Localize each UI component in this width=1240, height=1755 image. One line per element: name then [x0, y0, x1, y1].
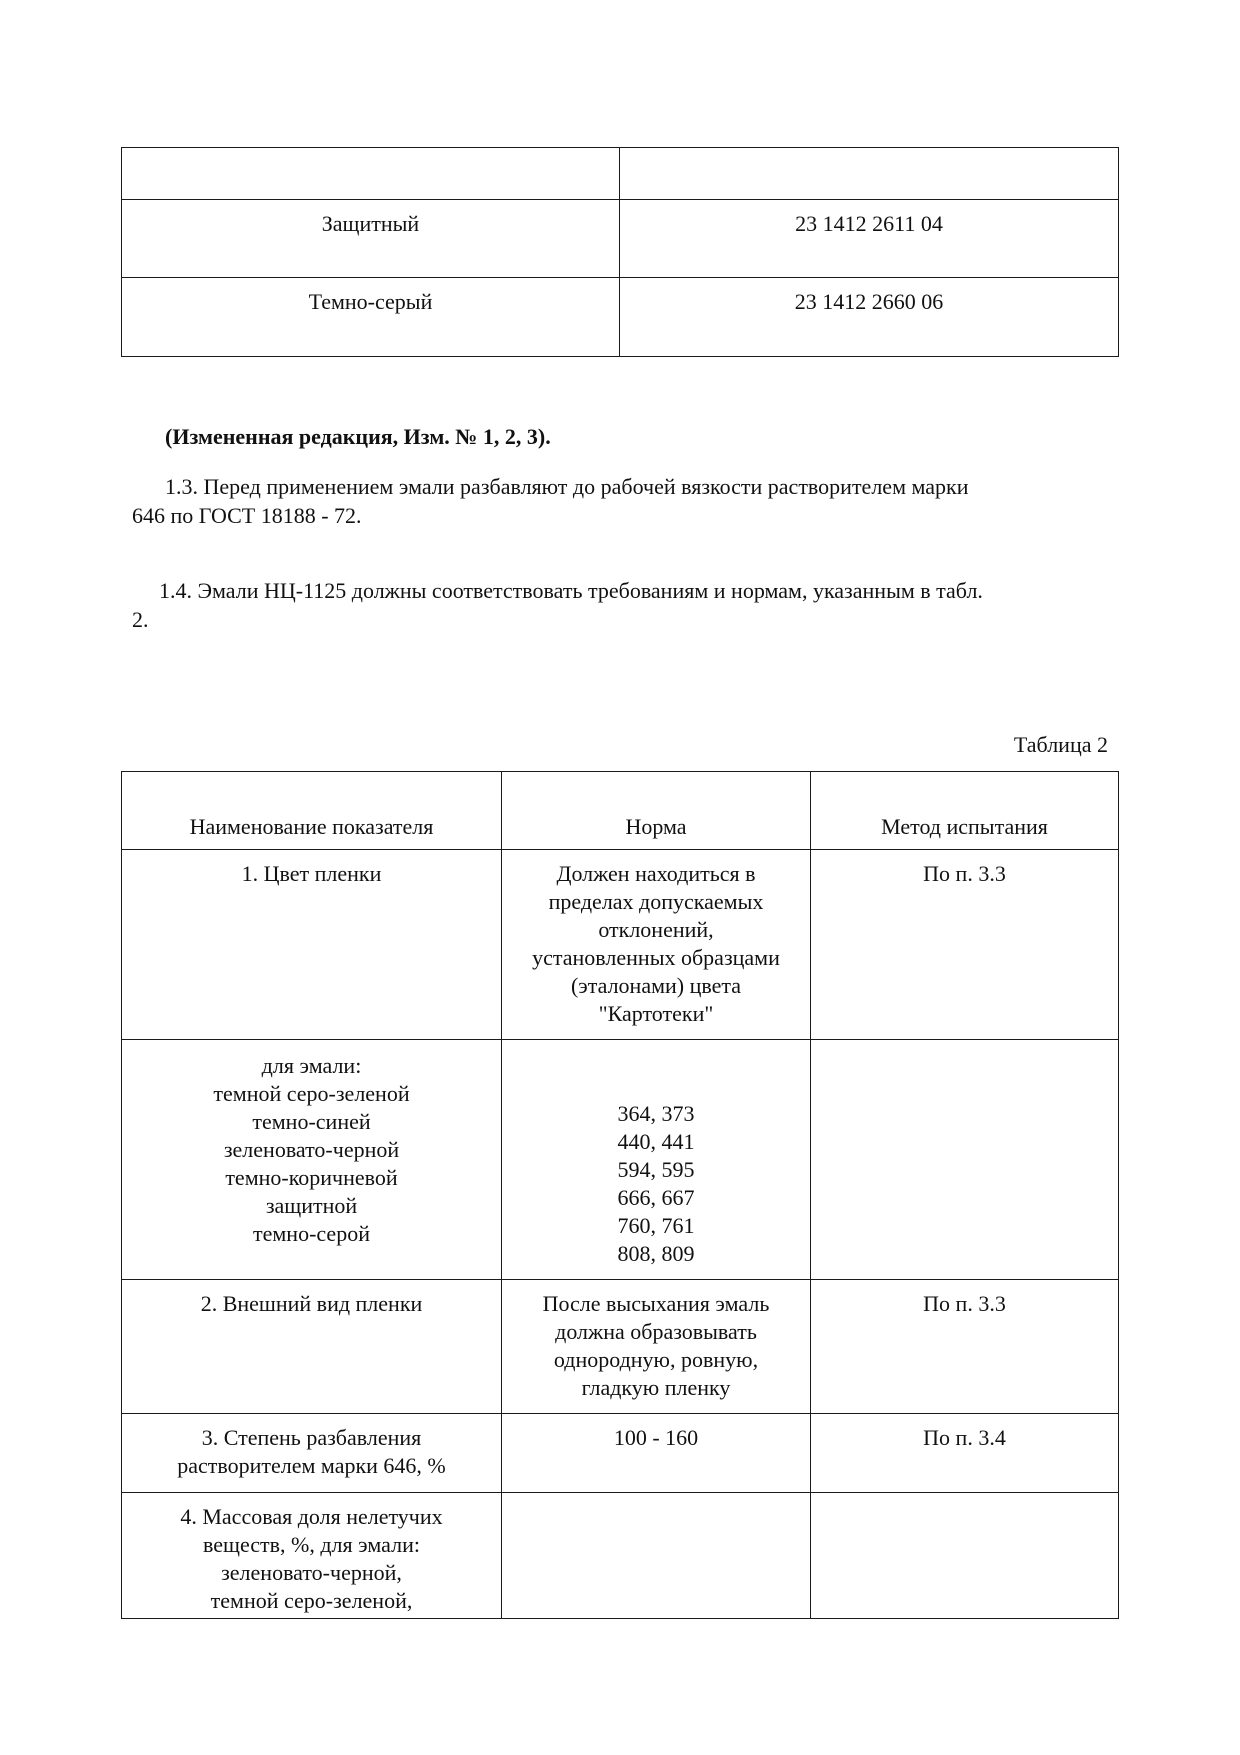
norm-cell: После высыхания эмаль должна образовывать однородную, ровную, гладкую пленку: [542, 1291, 770, 1400]
table-row: [122, 850, 1119, 1040]
table1-color-cell: Защитный: [122, 200, 620, 278]
requirements-table: [121, 771, 1119, 1619]
table-row: [122, 1493, 1119, 1619]
table1-code-cell: 23 1412 2611 04: [620, 200, 1119, 278]
table-row: [122, 1414, 1119, 1493]
color-code-table: [121, 147, 1119, 357]
paragraph-1-4-line2: 2.: [132, 607, 149, 632]
method-cell: По п. 3.4: [923, 1425, 1006, 1450]
indicator-cell: для эмали: темной серо-зеленой темно-синей зеленовато-черной темно-коричневой защитной темно-серой: [213, 1053, 410, 1246]
paragraph-1-3-line1: 1.3. Перед применением эмали разбавляют до рабочей вязкости растворителем марки: [165, 474, 969, 499]
header-norm: Норма: [502, 772, 811, 850]
table-row: [122, 1040, 1119, 1280]
norm-cell: 364, 373 440, 441 594, 595 666, 667 760, 761 808, 809: [617, 1101, 695, 1266]
norm-cell: 100 - 160: [613, 1425, 699, 1450]
header-method: Метод испытания: [811, 772, 1119, 850]
indicator-cell: 2. Внешний вид пленки: [200, 1291, 423, 1316]
table1-code-cell: 23 1412 2660 06: [620, 278, 1119, 357]
method-cell: По п. 3.3: [923, 861, 1006, 886]
table2-caption: Таблица 2: [1013, 732, 1108, 757]
table1-color-cell: Темно-серый: [122, 278, 620, 357]
header-indicator: Наименование показателя: [122, 772, 502, 850]
indicator-cell: 1. Цвет пленки: [241, 861, 382, 886]
method-cell: По п. 3.3: [923, 1291, 1006, 1316]
indicator-cell: 4. Массовая доля нелетучих веществ, %, для эмали: зеленовато-черной, темной серо-зеленой,: [180, 1504, 443, 1613]
indicator-cell: 3. Степень разбавления растворителем марки 646, %: [177, 1425, 446, 1478]
table-row: [122, 1280, 1119, 1414]
paragraph-1-3-line2: 646 по ГОСТ 18188 - 72.: [132, 503, 362, 528]
table1-code-cell: [620, 148, 1119, 200]
table1-color-cell: [122, 148, 620, 200]
paragraph-1-4-line1: 1.4. Эмали НЦ-1125 должны соответствовать требованиям и нормам, указанным в табл.: [159, 578, 983, 603]
revision-note: (Измененная редакция, Изм. № 1, 2, 3).: [165, 424, 551, 449]
norm-cell: Должен находиться в пределах допускаемых отклонений, установленных образцами (эталонами) цвета "Картотеки": [532, 861, 780, 1026]
